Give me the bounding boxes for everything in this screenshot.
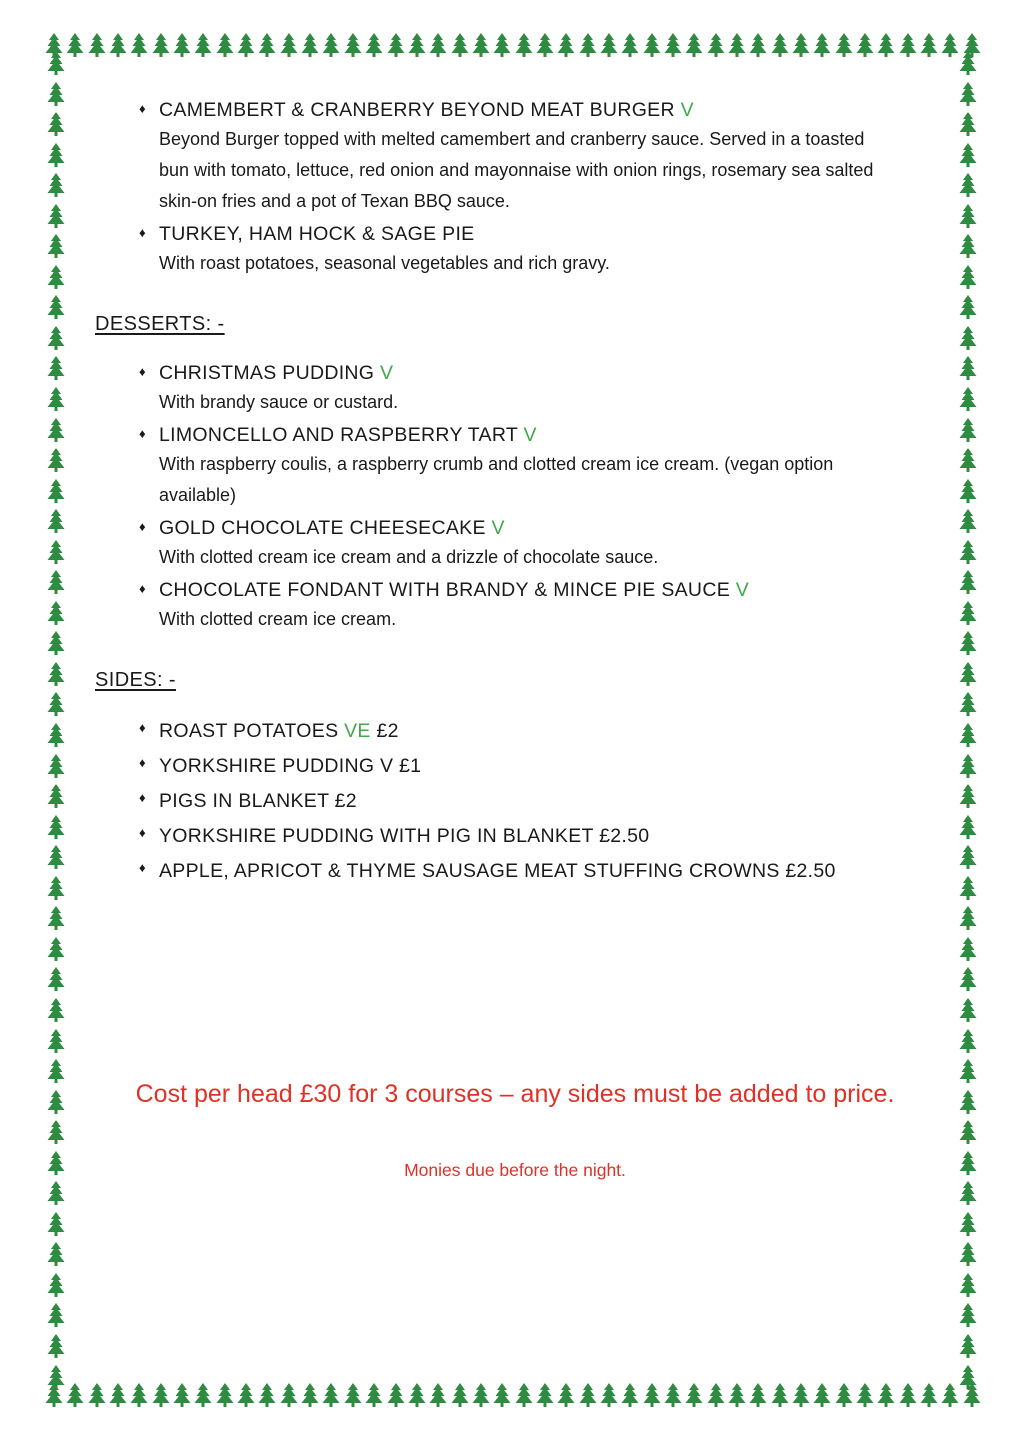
christmas-tree-icon [958, 81, 978, 107]
christmas-tree-icon [471, 1382, 491, 1408]
christmas-tree-icon [46, 1241, 66, 1267]
christmas-tree-icon [599, 1382, 619, 1408]
christmas-tree-icon [46, 1180, 66, 1206]
dish-name [159, 854, 859, 888]
christmas-tree-icon [300, 1382, 320, 1408]
christmas-tree-icon [812, 32, 832, 58]
christmas-tree-icon [812, 1382, 832, 1408]
christmas-tree-icon [958, 1119, 978, 1145]
christmas-tree-icon [748, 32, 768, 58]
christmas-tree-icon [958, 172, 978, 198]
christmas-tree-icon [471, 32, 491, 58]
christmas-tree-icon [279, 32, 299, 58]
list-item [95, 358, 935, 418]
christmas-tree-icon [46, 172, 66, 198]
christmas-tree-icon [236, 1382, 256, 1408]
christmas-tree-icon [620, 32, 640, 58]
christmas-tree-icon [958, 997, 978, 1023]
christmas-tree-icon [46, 814, 66, 840]
dish-description: With roast potatoes, seasonal vegetables and rich gravy. [159, 253, 610, 273]
dish-title: YORKSHIRE PUDDING WITH PIG IN BLANKET £2.50 [159, 825, 650, 847]
veg-tag: V [735, 579, 750, 601]
christmas-tree-icon [46, 1302, 66, 1328]
christmas-tree-icon [642, 32, 662, 58]
christmas-tree-icon [958, 264, 978, 290]
christmas-tree-icon [684, 32, 704, 58]
christmas-tree-icon [958, 966, 978, 992]
mains-list [95, 95, 935, 279]
list-item [95, 219, 935, 279]
christmas-tree-icon [492, 32, 512, 58]
dish-title: CHRISTMAS PUDDING [159, 362, 375, 384]
dish-name [159, 513, 935, 543]
christmas-tree-icon [855, 1382, 875, 1408]
list-item [95, 819, 935, 853]
christmas-tree-icon [958, 1364, 978, 1390]
christmas-tree-icon [770, 32, 790, 58]
christmas-tree-icon [958, 1333, 978, 1359]
christmas-tree-icon [958, 447, 978, 473]
christmas-tree-icon [193, 1382, 213, 1408]
dish-name [159, 358, 935, 388]
dish-description: With clotted cream ice cream. [159, 609, 397, 629]
christmas-tree-icon [46, 81, 66, 107]
veg-tag: V [491, 517, 505, 539]
christmas-tree-icon [46, 325, 66, 351]
christmas-tree-icon [958, 233, 978, 259]
christmas-tree-icon [46, 50, 66, 76]
christmas-tree-icon [46, 1028, 66, 1054]
christmas-tree-icon [958, 1302, 978, 1328]
christmas-tree-icon [321, 32, 341, 58]
christmas-tree-icon [46, 294, 66, 320]
christmas-tree-icon [46, 1211, 66, 1237]
christmas-tree-icon [791, 1382, 811, 1408]
christmas-tree-icon [46, 1058, 66, 1084]
section-heading-sides: SIDES: - [95, 669, 176, 691]
christmas-tree-icon [386, 32, 406, 58]
christmas-tree-icon [958, 1241, 978, 1267]
dish-description: With clotted cream ice cream and a drizzle of chocolate sauce. [159, 547, 659, 567]
dish-name [159, 420, 935, 450]
section-heading-desserts: DESSERTS: - [95, 313, 225, 335]
christmas-tree-icon [46, 936, 66, 962]
veg-tag: V [380, 362, 394, 384]
christmas-tree-icon [46, 966, 66, 992]
christmas-tree-icon [172, 1382, 192, 1408]
christmas-tree-icon [407, 32, 427, 58]
christmas-tree-icon [706, 32, 726, 58]
christmas-tree-icon [958, 661, 978, 687]
dish-title: TURKEY, HAM HOCK & SAGE PIE [159, 223, 475, 245]
dish-name [159, 575, 935, 605]
christmas-tree-icon [770, 1382, 790, 1408]
christmas-tree-icon [215, 32, 235, 58]
christmas-tree-icon [46, 111, 66, 137]
christmas-tree-icon [958, 875, 978, 901]
christmas-tree-icon [65, 1382, 85, 1408]
border-top [44, 32, 982, 58]
dish-description: With brandy sauce or custard. [159, 392, 399, 412]
bullet-icon: ♦ [139, 426, 146, 441]
christmas-tree-icon [321, 1382, 341, 1408]
christmas-tree-icon [958, 386, 978, 412]
christmas-tree-icon [46, 661, 66, 687]
christmas-tree-icon [834, 32, 854, 58]
cost-per-head-text: Cost per head £30 for 3 courses – any sides must be added to price. [135, 1080, 895, 1108]
christmas-tree-icon [535, 1382, 555, 1408]
bullet-icon: ♦ [139, 101, 146, 116]
bullet-icon: ♦ [139, 720, 146, 735]
christmas-tree-icon [958, 753, 978, 779]
list-item [95, 420, 935, 511]
christmas-tree-icon [958, 1058, 978, 1084]
christmas-tree-icon [46, 1150, 66, 1176]
christmas-tree-icon [535, 32, 555, 58]
desserts-list [95, 358, 935, 635]
christmas-tree-icon [514, 32, 534, 58]
christmas-tree-icon [450, 1382, 470, 1408]
christmas-tree-icon [514, 1382, 534, 1408]
christmas-tree-icon [46, 1089, 66, 1115]
bullet-icon: ♦ [139, 519, 146, 534]
christmas-tree-icon [791, 32, 811, 58]
christmas-tree-icon [748, 1382, 768, 1408]
christmas-tree-icon [407, 1382, 427, 1408]
bullet-icon: ♦ [139, 225, 146, 240]
dish-name [159, 219, 935, 249]
christmas-tree-icon [46, 417, 66, 443]
price-label: £2 [376, 720, 399, 742]
christmas-tree-icon [215, 1382, 235, 1408]
christmas-tree-icon [46, 691, 66, 717]
christmas-tree-icon [958, 325, 978, 351]
christmas-tree-icon [898, 32, 918, 58]
christmas-tree-icon [46, 142, 66, 168]
dish-title: CAMEMBERT & CRANBERRY BEYOND MEAT BURGER [159, 99, 675, 121]
christmas-tree-icon [556, 1382, 576, 1408]
veg-tag: V [680, 99, 694, 121]
monies-due-text: Monies due before the night. [404, 1160, 626, 1180]
christmas-tree-icon [46, 203, 66, 229]
list-item [95, 784, 935, 818]
christmas-tree-icon [450, 32, 470, 58]
christmas-tree-icon [151, 1382, 171, 1408]
christmas-tree-icon [343, 1382, 363, 1408]
border-left [46, 50, 66, 1390]
christmas-tree-icon [958, 50, 978, 76]
christmas-tree-icon [193, 32, 213, 58]
christmas-tree-icon [364, 32, 384, 58]
christmas-tree-icon [620, 1382, 640, 1408]
christmas-tree-icon [46, 569, 66, 595]
christmas-tree-icon [958, 783, 978, 809]
christmas-tree-icon [129, 32, 149, 58]
christmas-tree-icon [428, 1382, 448, 1408]
christmas-tree-icon [958, 508, 978, 534]
christmas-tree-icon [364, 1382, 384, 1408]
christmas-tree-icon [958, 1028, 978, 1054]
bullet-icon: ♦ [139, 825, 146, 840]
christmas-tree-icon [958, 111, 978, 137]
christmas-tree-icon [556, 32, 576, 58]
christmas-tree-icon [46, 1364, 66, 1390]
christmas-tree-icon [46, 844, 66, 870]
christmas-tree-icon [958, 539, 978, 565]
christmas-tree-icon [958, 1211, 978, 1237]
christmas-tree-icon [958, 844, 978, 870]
christmas-tree-icon [958, 569, 978, 595]
christmas-tree-icon [87, 32, 107, 58]
christmas-tree-icon [663, 32, 683, 58]
christmas-tree-icon [236, 32, 256, 58]
christmas-tree-icon [958, 203, 978, 229]
christmas-tree-icon [46, 630, 66, 656]
christmas-tree-icon [958, 630, 978, 656]
christmas-tree-icon [855, 32, 875, 58]
christmas-tree-icon [46, 1272, 66, 1298]
christmas-tree-icon [958, 1180, 978, 1206]
border-right [958, 50, 978, 1390]
dish-name [159, 819, 935, 853]
christmas-tree-icon [46, 264, 66, 290]
dish-description: With raspberry coulis, a raspberry crumb and clotted cream ice cream. (vegan option available) [159, 454, 834, 505]
menu-content [95, 95, 935, 889]
christmas-tree-icon [876, 32, 896, 58]
christmas-tree-icon [65, 32, 85, 58]
christmas-tree-icon [108, 1382, 128, 1408]
christmas-tree-icon [46, 600, 66, 626]
christmas-tree-icon [958, 478, 978, 504]
christmas-tree-icon [919, 32, 939, 58]
christmas-tree-icon [46, 539, 66, 565]
christmas-tree-icon [727, 32, 747, 58]
christmas-tree-icon [958, 814, 978, 840]
veg-tag: V [523, 424, 537, 446]
list-item [95, 854, 935, 888]
christmas-tree-icon [958, 600, 978, 626]
christmas-tree-icon [46, 905, 66, 931]
christmas-tree-icon [876, 1382, 896, 1408]
bullet-icon: ♦ [139, 755, 146, 770]
dish-description: Beyond Burger topped with melted camembert and cranberry sauce. Served in a toasted bun with tomato, lettuce, red onion and mayonnaise with onion rings, rosemary sea salted skin-on fries and a pot of Texan BBQ sauce. [159, 129, 874, 211]
list-item [95, 749, 935, 783]
veg-tag: VE [344, 720, 371, 742]
christmas-tree-icon [958, 417, 978, 443]
christmas-tree-icon [834, 1382, 854, 1408]
christmas-tree-icon [151, 32, 171, 58]
bullet-icon: ♦ [139, 364, 146, 379]
dish-name [159, 95, 935, 125]
christmas-tree-icon [958, 294, 978, 320]
christmas-tree-icon [958, 722, 978, 748]
list-item [95, 575, 935, 635]
christmas-tree-icon [87, 1382, 107, 1408]
christmas-tree-icon [257, 1382, 277, 1408]
christmas-tree-icon [919, 1382, 939, 1408]
christmas-tree-icon [46, 1119, 66, 1145]
christmas-tree-icon [46, 1333, 66, 1359]
christmas-tree-icon [578, 32, 598, 58]
christmas-tree-icon [46, 875, 66, 901]
christmas-tree-icon [108, 32, 128, 58]
christmas-tree-icon [257, 32, 277, 58]
christmas-tree-icon [46, 508, 66, 534]
dish-name [159, 784, 935, 818]
christmas-tree-icon [958, 355, 978, 381]
christmas-tree-icon [129, 1382, 149, 1408]
christmas-tree-icon [46, 722, 66, 748]
christmas-tree-icon [958, 142, 978, 168]
christmas-tree-icon [599, 32, 619, 58]
christmas-tree-icon [958, 936, 978, 962]
footer-note [95, 1075, 935, 1185]
christmas-tree-icon [958, 1150, 978, 1176]
list-item [95, 714, 935, 748]
christmas-tree-icon [898, 1382, 918, 1408]
christmas-tree-icon [958, 1272, 978, 1298]
christmas-tree-icon [172, 32, 192, 58]
christmas-tree-icon [663, 1382, 683, 1408]
border-bottom [44, 1382, 982, 1408]
christmas-tree-icon [46, 447, 66, 473]
bullet-icon: ♦ [139, 790, 146, 805]
christmas-tree-icon [727, 1382, 747, 1408]
dish-title: GOLD CHOCOLATE CHEESECAKE [159, 517, 486, 539]
list-item [95, 513, 935, 573]
christmas-tree-icon [46, 783, 66, 809]
christmas-tree-icon [343, 32, 363, 58]
christmas-tree-icon [706, 1382, 726, 1408]
christmas-tree-icon [578, 1382, 598, 1408]
christmas-tree-icon [684, 1382, 704, 1408]
dish-title: LIMONCELLO AND RASPBERRY TART [159, 424, 518, 446]
christmas-tree-icon [46, 355, 66, 381]
christmas-tree-icon [642, 1382, 662, 1408]
list-item [95, 95, 935, 217]
christmas-tree-icon [428, 32, 448, 58]
bullet-icon: ♦ [139, 581, 146, 596]
dish-title: PIGS IN BLANKET £2 [159, 790, 357, 812]
christmas-tree-icon [279, 1382, 299, 1408]
dish-title: CHOCOLATE FONDANT WITH BRANDY & MINCE PIE SAUCE [159, 579, 731, 601]
sides-list [95, 714, 935, 888]
christmas-tree-icon [386, 1382, 406, 1408]
christmas-tree-icon [46, 478, 66, 504]
bullet-icon: ♦ [139, 860, 146, 875]
dish-name [159, 749, 935, 783]
christmas-tree-icon [300, 32, 320, 58]
dish-title: ROAST POTATOES [159, 720, 339, 742]
christmas-tree-icon [46, 233, 66, 259]
dish-title: APPLE, APRICOT & THYME SAUSAGE MEAT STUFFING CROWNS £2.50 [159, 860, 836, 882]
dish-title: YORKSHIRE PUDDING V £1 [159, 755, 422, 777]
dish-name [159, 714, 935, 748]
christmas-tree-icon [46, 753, 66, 779]
christmas-tree-icon [958, 691, 978, 717]
christmas-tree-icon [958, 1089, 978, 1115]
christmas-tree-icon [46, 386, 66, 412]
christmas-tree-icon [46, 997, 66, 1023]
christmas-tree-icon [492, 1382, 512, 1408]
christmas-tree-icon [958, 905, 978, 931]
